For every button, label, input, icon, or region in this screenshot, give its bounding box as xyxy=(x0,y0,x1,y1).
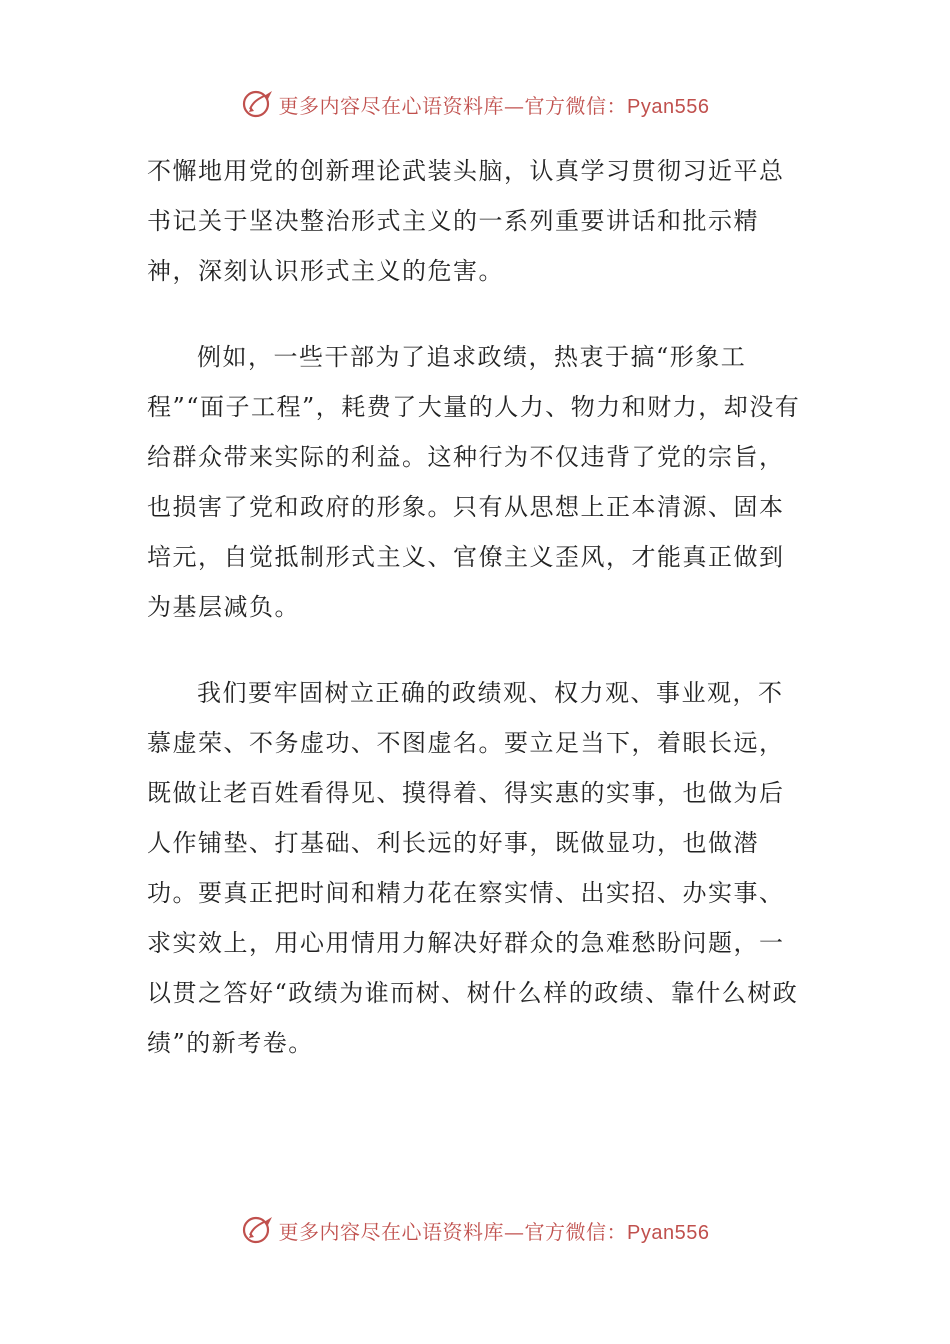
footer-banner-text: 更多内容尽在心语资料库—官方微信：Pyan556 xyxy=(278,1219,710,1244)
header-banner xyxy=(0,84,950,124)
pen-logo-icon xyxy=(241,1213,275,1247)
paragraph-2: 例如，一些干部为了追求政绩，热衷于搞“形象工程”“面子工程”，耗费了大量的人力、物力和财力，却没有给群众带来实际的利益。这种行为不仅违背了党的宗旨，也损害了党和政府的形象。只有从思想上正本清源、固本培元，自觉抵制形式主义、官僚主义歪风，才能真正做到为基层减负。 xyxy=(147,343,801,621)
header-banner-text: 更多内容尽在心语资料库—官方微信：Pyan556 xyxy=(278,93,710,118)
footer-banner-id: Pyan556 xyxy=(627,1221,710,1244)
footer-banner xyxy=(0,1210,950,1250)
paragraph-1: 不懈地用党的创新理论武装头脑，认真学习贯彻习近平总书记关于坚决整治形式主义的一系列重要讲话和批示精神，深刻认识形式主义的危害。 xyxy=(147,157,785,285)
paragraph-3: 我们要牢固树立正确的政绩观、权力观、事业观，不慕虚荣、不务虚功、不图虚名。要立足当下，着眼长远，既做让老百姓看得见、摸得着、得实惠的实事，也做为后人作铺垫、打基础、利长远的好事，既做显功，也做潜功。要真正把时间和精力花在察实情、出实招、办实事、求实效上，用心用情用力解决好群众的急难愁盼问题，一以贯之答好“政绩为谁而树、树什么样的政绩、靠什么树政绩”的新考卷。 xyxy=(147,679,799,1057)
document-body xyxy=(147,146,803,1068)
header-banner-id: Pyan556 xyxy=(627,95,710,118)
pen-logo-icon xyxy=(241,87,275,121)
